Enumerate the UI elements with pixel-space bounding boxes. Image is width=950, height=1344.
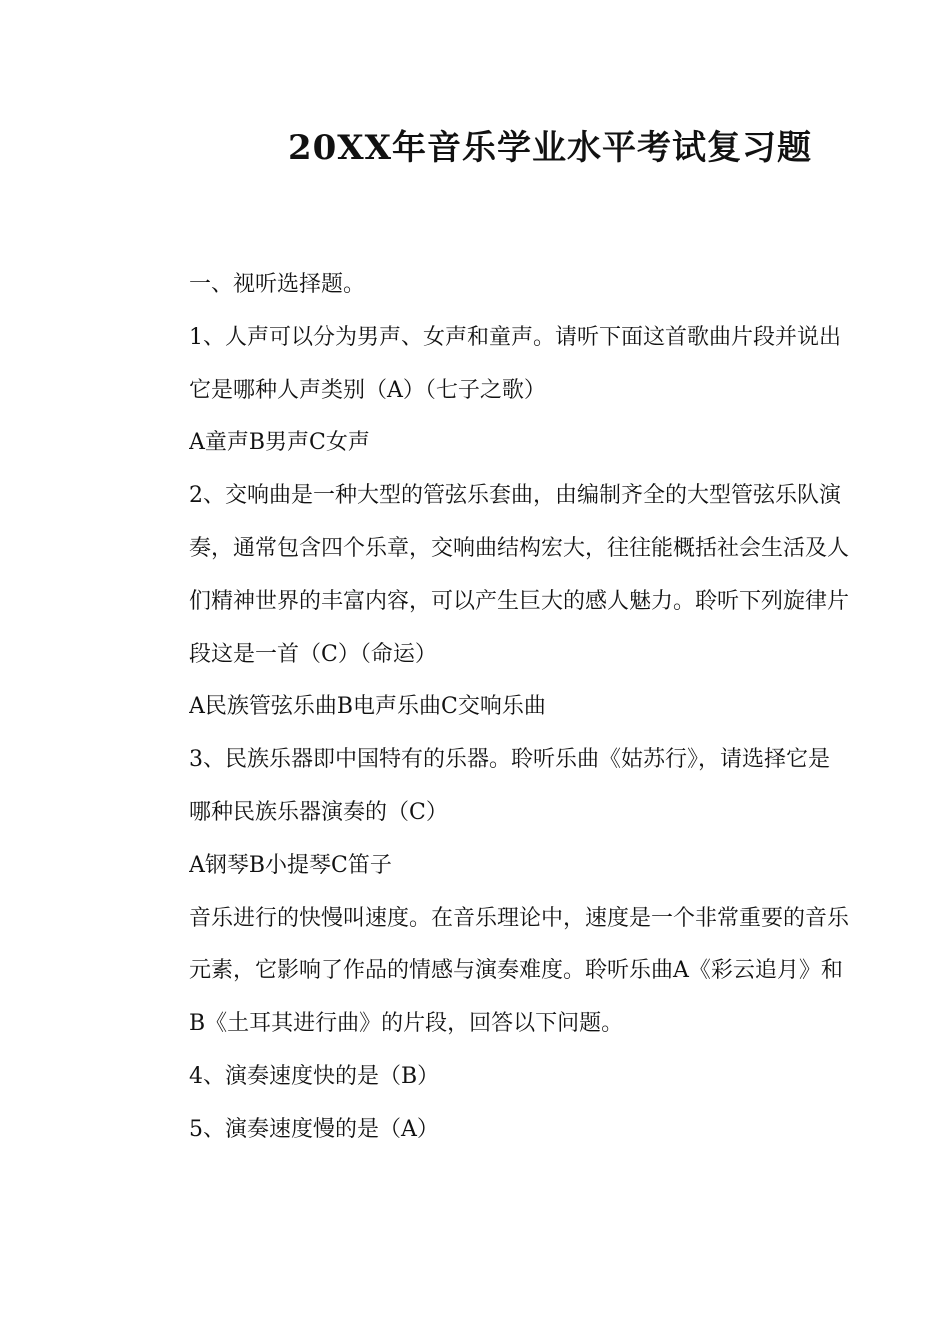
- question-5-text: 5、演奏速度慢的是（A）: [189, 1116, 439, 1142]
- tempo-intro-text-cont: 元素，它影响了作品的情感与演奏难度。聆听乐曲A《彩云追月》和: [189, 958, 843, 984]
- question-2-text-cont: 奏，通常包含四个乐章，交响曲结构宏大，往往能概括社会生活及人: [189, 535, 850, 561]
- question-2-options: A民族管弦乐曲B电声乐曲C交响乐曲: [189, 694, 546, 720]
- tempo-intro-text: 音乐进行的快慢叫速度。在音乐理论中，速度是一个非常重要的音乐: [189, 905, 850, 931]
- page-title: 20XX年音乐学业水平考试复习题: [287, 128, 813, 168]
- question-1-options: A童声B男声C女声: [189, 430, 370, 456]
- question-3-text: 3、民族乐器即中国特有的乐器。聆听乐曲《姑苏行》，请选择它是: [189, 747, 830, 773]
- question-2-text-cont: 段这是一首（C）（命运）: [189, 641, 437, 667]
- question-1-text: 1、人声可以分为男声、女声和童声。请听下面这首歌曲片段并说出: [189, 324, 841, 350]
- document-body: [189, 259, 901, 1157]
- question-2-text: 2、交响曲是一种大型的管弦乐套曲，由编制齐全的大型管弦乐队演: [189, 483, 841, 509]
- section-heading: 一、视听选择题。: [189, 272, 366, 297]
- question-3-text-cont: 哪种民族乐器演奏的（C）: [189, 799, 448, 825]
- question-2-text-cont: 们精神世界的丰富内容，可以产生巨大的感人魅力。聆听下列旋律片: [189, 588, 850, 614]
- question-3-options: A钢琴B小提琴C笛子: [189, 852, 392, 878]
- tempo-intro-text-cont: B《土耳其进行曲》的片段，回答以下问题。: [189, 1011, 624, 1037]
- question-4-text: 4、演奏速度快的是（B）: [189, 1063, 440, 1089]
- question-1-text-cont: 它是哪种人声类别（A）（七子之歌）: [189, 377, 546, 403]
